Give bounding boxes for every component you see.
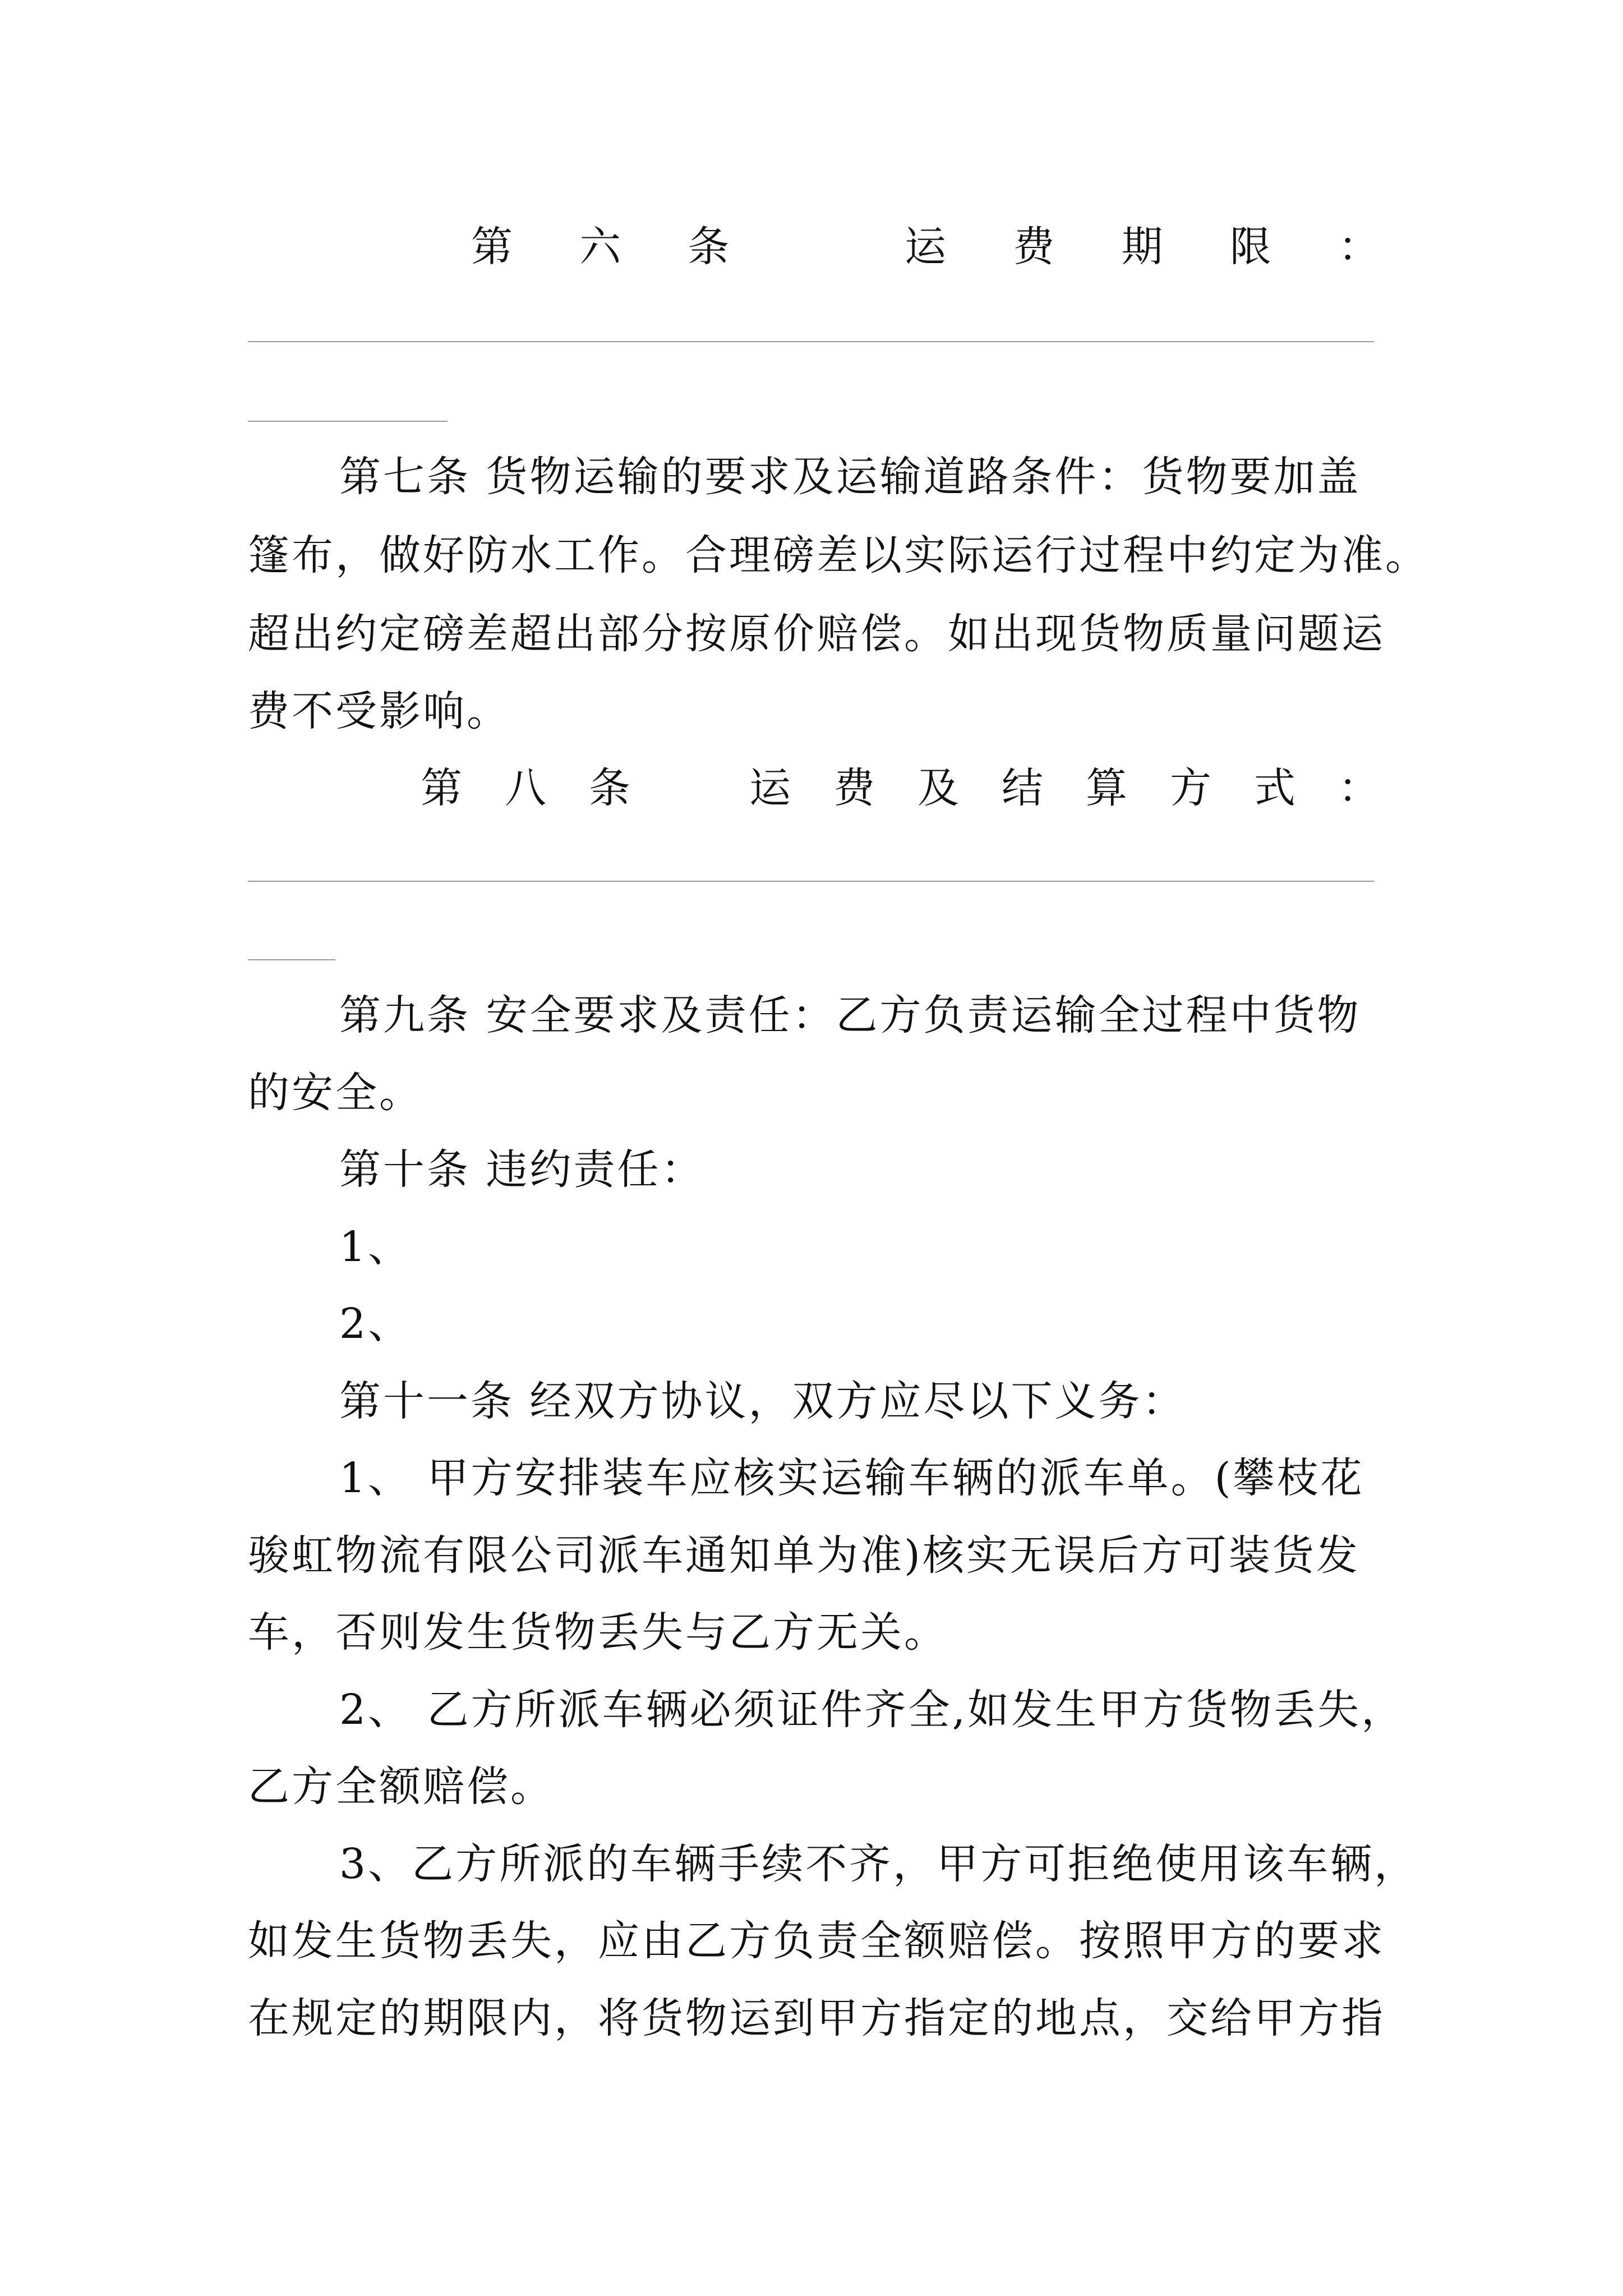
article-6-char: 期 <box>1121 223 1163 271</box>
article-6-char: 六 <box>579 223 621 271</box>
article-7-line: 费不受影响。 <box>248 687 510 735</box>
fill-in-blank-line <box>248 421 448 422</box>
article-10-item: 2、 <box>339 1300 412 1348</box>
fill-in-blank-line <box>248 959 335 960</box>
article-8-char: 及 <box>917 764 959 812</box>
article-11-item-2-line: 2、 乙方所派车辆必须证件齐全,如发生甲方货物丢失， <box>339 1686 1405 1734</box>
article-7-line: 篷布，做好防水工作。合理磅差以实际运行过程中约定为准。 <box>248 531 1429 579</box>
article-11-item-1-line: 车，否则发生货物丢失与乙方无关。 <box>248 1608 948 1657</box>
article-11-item-3-line: 在规定的期限内，将货物运到甲方指定的地点，交给甲方指 <box>248 1994 1385 2042</box>
article-6-char: ： <box>1338 223 1380 271</box>
article-8-gap <box>673 760 707 816</box>
article-11-item-1-line: 骏虹物流有限公司派车通知单为准)核实无误后方可装货发 <box>248 1531 1360 1580</box>
article-6-heading <box>471 219 1380 275</box>
article-8-char: 方 <box>1170 764 1211 812</box>
article-11-item-3-line: 3、乙方所派的车辆手续不齐，甲方可拒绝使用该车辆， <box>339 1840 1418 1888</box>
article-11-title: 第十一条 经双方协议，双方应尽以下义务： <box>339 1377 1186 1425</box>
article-8-char: 算 <box>1086 764 1127 812</box>
article-8-char: 费 <box>833 764 875 812</box>
article-8-char: 结 <box>1002 764 1043 812</box>
article-10-title: 第十条 违约责任： <box>339 1145 705 1194</box>
article-6-char: 条 <box>688 223 730 271</box>
article-8-heading <box>421 760 1380 816</box>
article-8-char: 条 <box>589 764 630 812</box>
fill-in-blank-line <box>248 341 1374 342</box>
article-8-char: ： <box>1338 764 1380 812</box>
article-8-char: 运 <box>749 764 791 812</box>
article-11-item-2-line: 乙方全额赔偿。 <box>248 1763 554 1811</box>
article-8-char: 第 <box>421 764 462 812</box>
article-9-line: 的安全。 <box>248 1069 423 1117</box>
article-7-line: 超出约定磅差超出部分按原价赔偿。如出现货物质量问题运 <box>248 610 1385 658</box>
article-8-char: 式 <box>1254 764 1295 812</box>
article-6-char: 限 <box>1229 223 1271 271</box>
article-9-line: 第九条 安全要求及责任：乙方负责运输全过程中货物 <box>339 991 1361 1039</box>
article-11-item-3-line: 如发生货物丢失，应由乙方负责全额赔偿。按照甲方的要求 <box>248 1917 1385 1965</box>
article-6-char: 第 <box>471 223 513 271</box>
article-10-item: 1、 <box>339 1223 412 1271</box>
article-11-item-1-line: 1、 甲方安排装车应核实运输车辆的派车单。(攀枝花 <box>339 1454 1364 1502</box>
fill-in-blank-line <box>248 881 1374 882</box>
article-8-char: 八 <box>505 764 546 812</box>
article-6-char: 费 <box>1013 223 1055 271</box>
article-6-char: 运 <box>905 223 946 271</box>
article-7-line: 第七条 货物运输的要求及运输道路条件：货物要加盖 <box>339 453 1361 501</box>
article-6-gap <box>796 219 838 275</box>
